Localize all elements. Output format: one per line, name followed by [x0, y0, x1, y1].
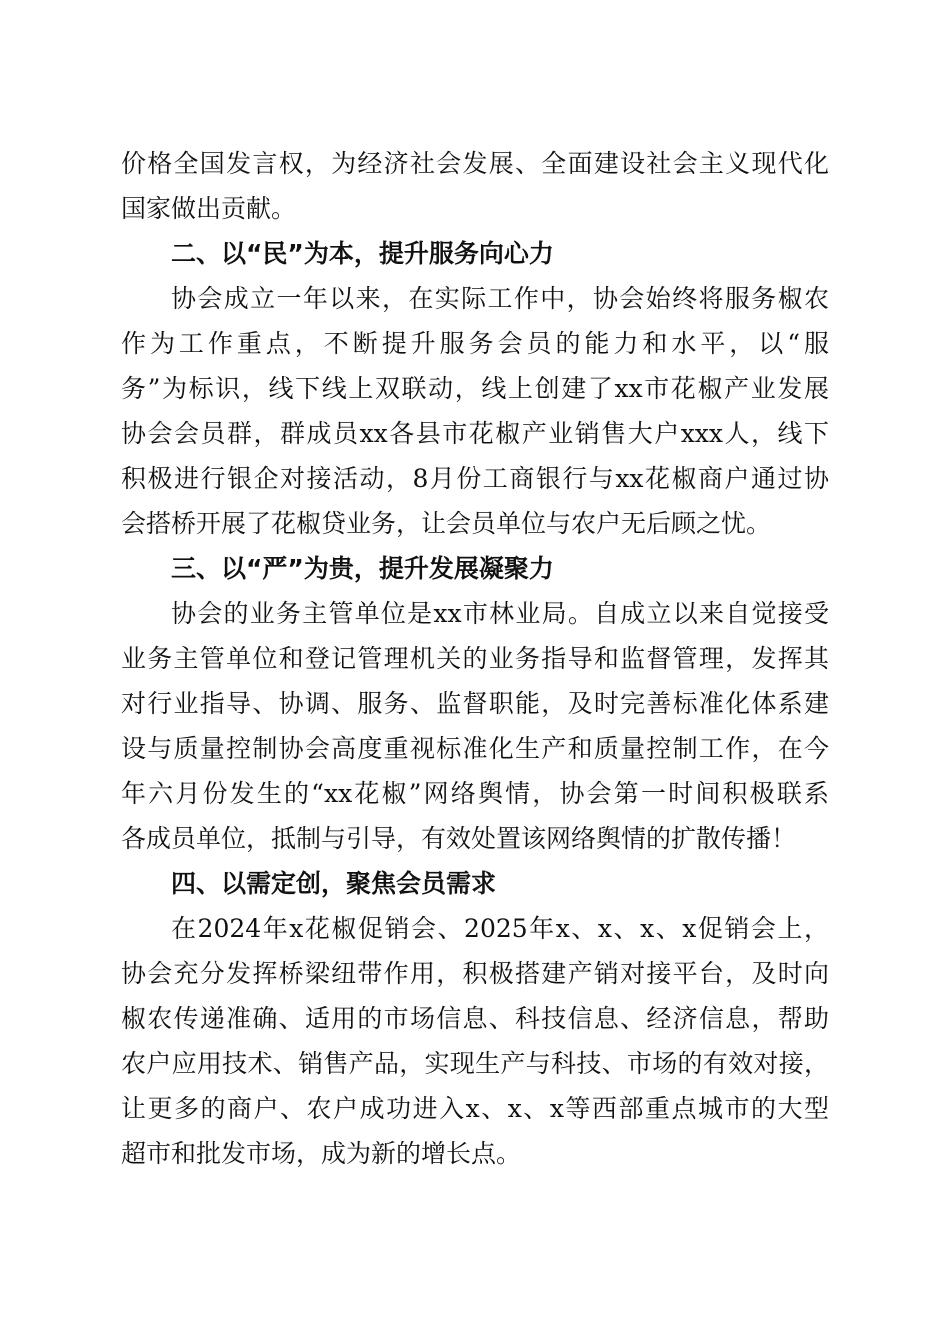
- text-line: 年六月份发生的“xx花椒”网络舆情，协会第一时间积极联系: [121, 779, 829, 808]
- text-line: 协会的业务主管单位是xx市林业局。自成立以来自觉接受: [171, 599, 829, 628]
- text-line: 让更多的商户、农户成功进入x、x、x等西部重点城市的大型: [121, 1094, 829, 1123]
- text-line: 超市和批发市场，成为新的增长点。: [121, 1139, 522, 1168]
- text-line: 国家做出贡献。: [121, 194, 297, 223]
- text-line: 业务主管单位和登记管理机关的业务指导和监督管理，发挥其: [121, 644, 829, 673]
- text-line: 在2024年x花椒促销会、2025年x、x、x、x促销会上，: [171, 914, 829, 943]
- text-line: 价格全国发言权，为经济社会发展、全面建设社会主义现代化: [121, 149, 829, 178]
- text-line: 作为工作重点，不断提升服务会员的能力和水平，以“服: [121, 329, 829, 358]
- text-line: 各成员单位，抵制与引导，有效处置该网络舆情的扩散传播！: [121, 824, 797, 853]
- text-line: 协会成立一年以来，在实际工作中，协会始终将服务椒农: [171, 284, 829, 313]
- section-heading-3: 三、以“严”为贵，提升发展凝聚力: [171, 554, 554, 583]
- section-heading-4: 四、以需定创，聚焦会员需求: [171, 869, 497, 898]
- text-line: 椒农传递准确、适用的市场信息、科技信息、经济信息，帮助: [121, 1004, 829, 1033]
- text-line: 务”为标识，线下线上双联动，线上创建了xx市花椒产业发展: [121, 374, 829, 403]
- text-line: 农户应用技术、销售产品，实现生产与科技、市场的有效对接，: [121, 1049, 829, 1078]
- text-line: 协会会员群，群成员xx各县市花椒产业销售大户xxx人，线下: [121, 419, 829, 448]
- text-line: 对行业指导、协调、服务、监督职能，及时完善标准化体系建: [121, 689, 829, 718]
- section-heading-2: 二、以“民”为本，提升服务向心力: [171, 239, 554, 268]
- text-line: 积极进行银企对接活动，8月份工商银行与xx花椒商户通过协: [121, 464, 829, 493]
- text-line: 设与质量控制协会高度重视标准化生产和质量控制工作，在今: [121, 734, 829, 763]
- text-line: 会搭桥开展了花椒贷业务，让会员单位与农户无后顾之忧。: [121, 509, 772, 538]
- text-line: 协会充分发挥桥梁纽带作用，积极搭建产销对接平台，及时向: [121, 959, 829, 988]
